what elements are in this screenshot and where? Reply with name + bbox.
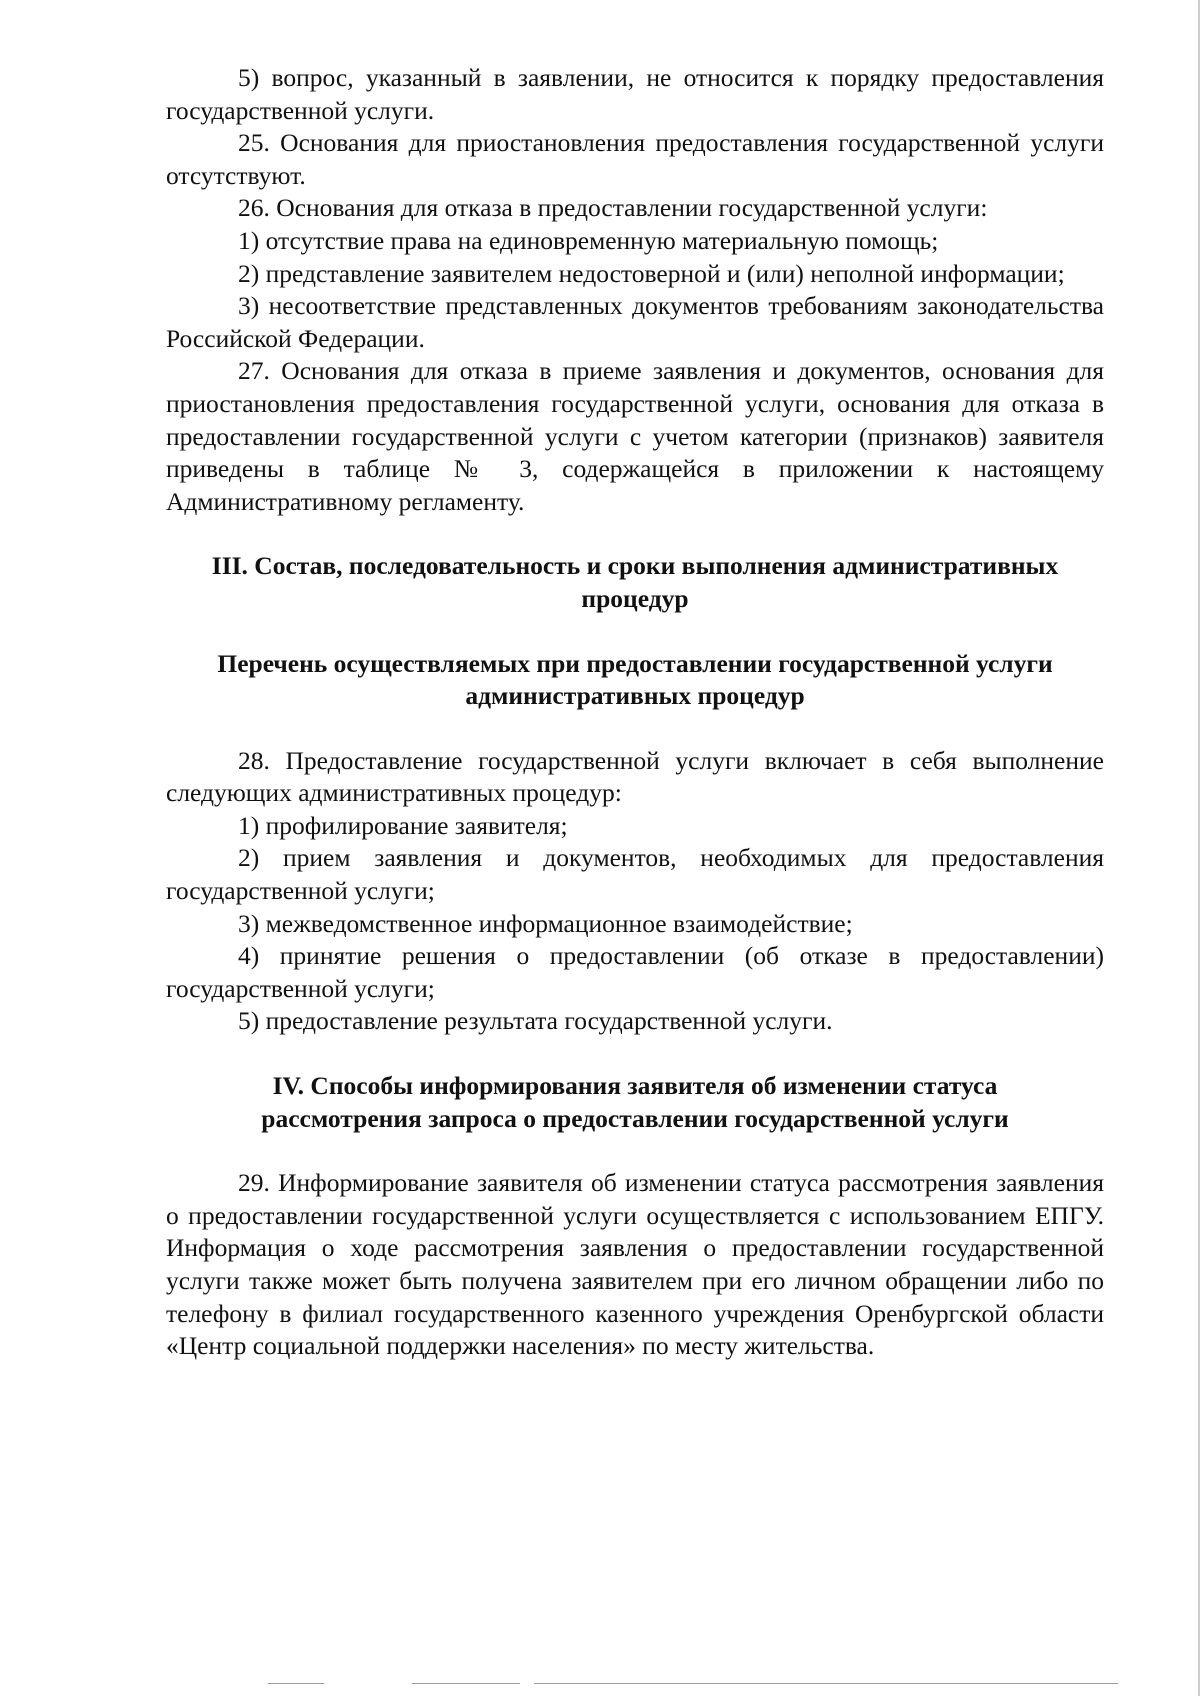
section-4-heading	[166, 1070, 1104, 1135]
paragraph-28-item-2: 2) прием заявления и документов, необходимых для предоставления государственной услуги;	[166, 843, 1104, 906]
section-3-heading-line-1: III. Состав, последовательность и сроки выполнения административных	[211, 551, 1059, 581]
section-3-heading	[166, 550, 1104, 615]
paragraph-26: 26. Основания для отказа в предоставлении государственной услуги:	[238, 193, 988, 223]
paragraph-26-item-1: 1) отсутствие права на единовременную материальную помощь;	[238, 225, 939, 255]
paragraph-item-5: 5) вопрос, указанный в заявлении, не относится к порядку предоставления государственной услуги.	[166, 63, 1104, 125]
paragraph-28-item-1: 1) профилирование заявителя;	[238, 810, 568, 840]
paragraph-28-item-3: 3) межведомственное информационное взаимодействие;	[238, 908, 853, 938]
subsection-heading-line-2: административных процедур	[465, 681, 805, 711]
paragraph-26-item-3: 3) несоответствие представленных документов требованиям законодательства Российской Федерации.	[166, 291, 1104, 353]
footer-rule	[412, 1683, 520, 1684]
footer-rule	[268, 1683, 324, 1684]
paragraph-28: 28. Предоставление государственной услуги включает в себя выполнение следующих административных процедур:	[166, 745, 1104, 808]
paragraph-28-item-4: 4) принятие решения о предоставлении (об отказе в предоставлении) государственной услуги;	[166, 941, 1104, 1003]
spacer	[166, 518, 1104, 550]
document-body	[166, 62, 1104, 1363]
paragraph-29: 29. Информирование заявителя об изменении статуса рассмотрения заявления о предоставлении государственной услуги осуществляется с использованием ЕПГУ. Информация о ходе рассмотрения заявления о предоставлении государственной услуги также может быть получена заявителем при его личном обращении либо по телефону в филиал государственного казенного учреждения Оренбургской области «Центр социальной поддержки населения» по месту жительства.	[166, 1168, 1104, 1361]
paragraph-26-item-2: 2) представление заявителем недостоверной и (или) неполной информации;	[238, 258, 1065, 288]
spacer	[166, 1135, 1104, 1167]
section-4-heading-line-1: IV. Способы информирования заявителя об изменении статуса	[272, 1071, 998, 1101]
section-3-heading-line-2: процедур	[581, 583, 689, 613]
spacer	[166, 1038, 1104, 1070]
spacer	[166, 713, 1104, 745]
paragraph-28-item-5: 5) предоставление результата государственной услуги.	[238, 1006, 833, 1036]
footer-rule	[534, 1683, 1118, 1684]
subsection-heading-line-1: Перечень осуществляемых при предоставлении государственной услуги	[217, 648, 1053, 678]
paragraph-25: 25. Основания для приостановления предоставления государственной услуги отсутствуют.	[166, 128, 1104, 190]
paragraph-27: 27. Основания для отказа в приеме заявления и документов, основания для приостановления предоставления государственной услуги, основания для отказа в предоставлении государственной услуги с учетом категории (признаков) заявителя приведены в таблице № 3, содержащейся в приложении к настоящему Административному регламенту.	[166, 356, 1104, 516]
subsection-heading	[166, 648, 1104, 713]
spacer	[166, 616, 1104, 648]
section-4-heading-line-2: рассмотрения запроса о предоставлении государственной услуги	[261, 1103, 1009, 1133]
